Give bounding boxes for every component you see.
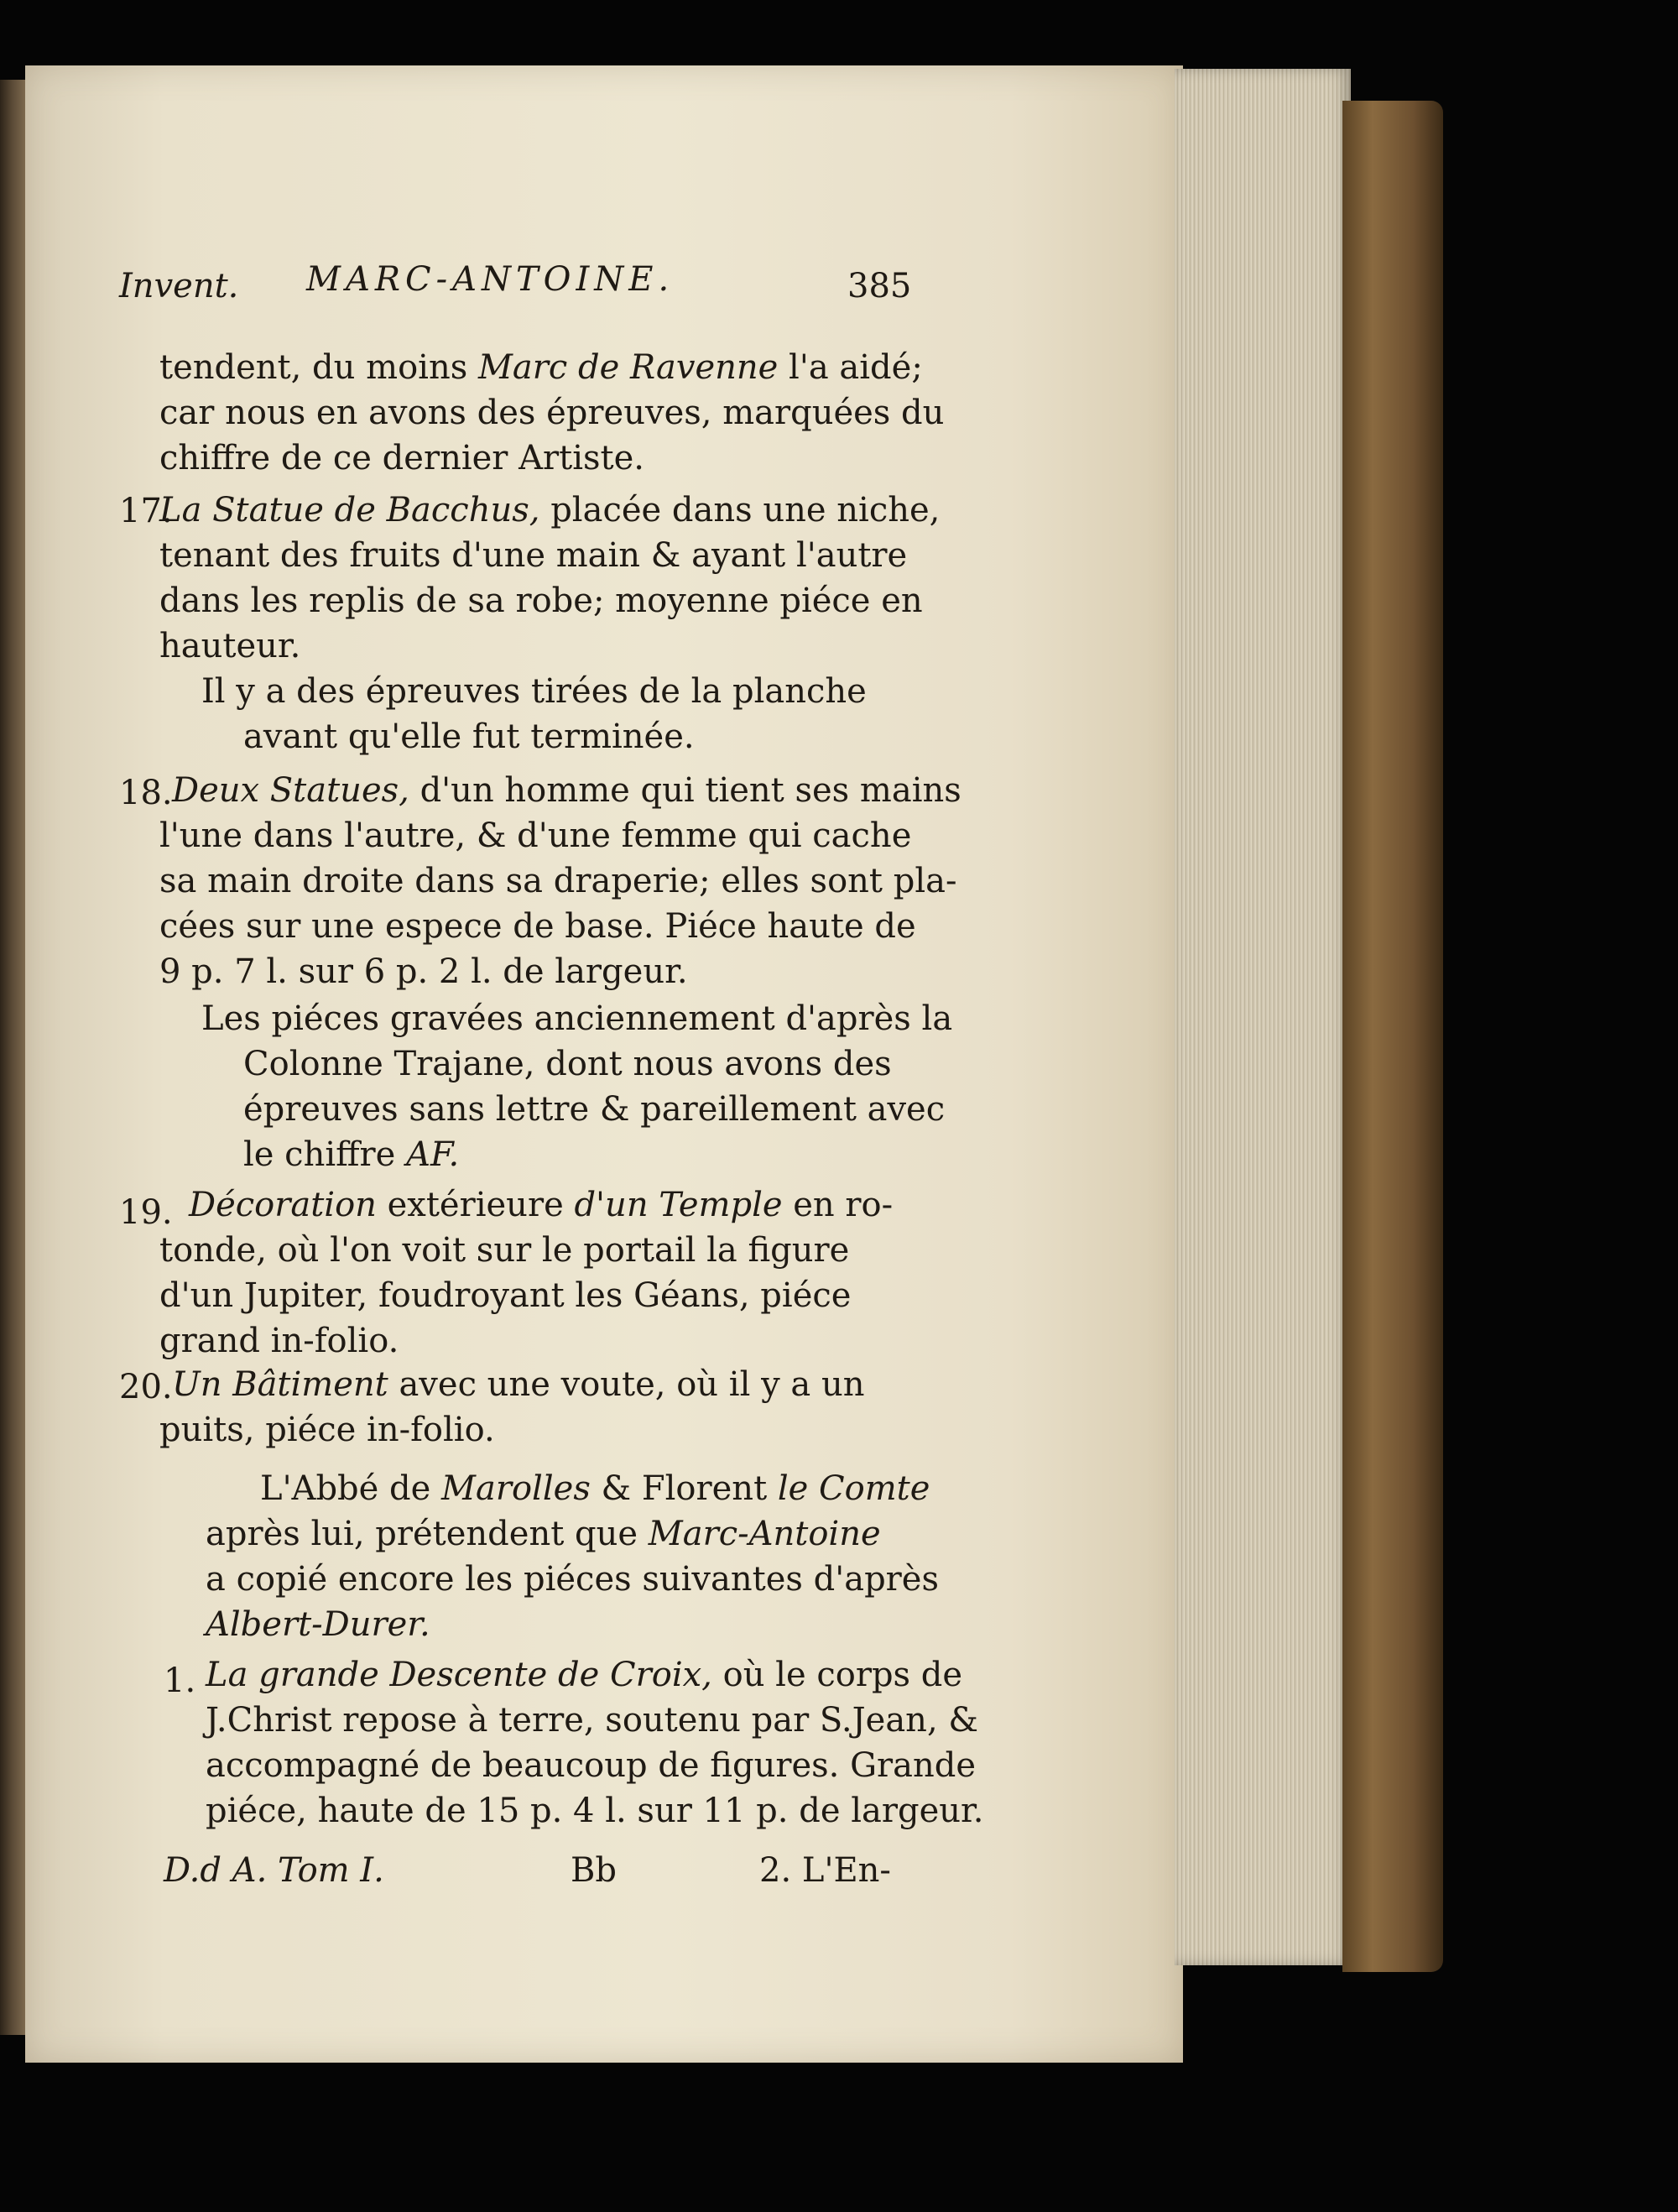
text-line: hauteur. xyxy=(159,627,301,665)
text-line: Les piéces gravées anciennement d'après la xyxy=(201,999,953,1038)
page-block-edge xyxy=(1175,69,1351,1965)
item-number: 19. xyxy=(119,1193,173,1232)
text-line: sa main droite dans sa draperie; elles sont pla- xyxy=(159,862,957,900)
text-line: a copié encore les piéces suivantes d'après xyxy=(206,1560,940,1599)
page-number: 385 xyxy=(847,267,912,305)
text-line: Albert-Durer. xyxy=(206,1605,430,1644)
catchword: 2. L'En- xyxy=(759,1851,891,1890)
header-left: Invent. xyxy=(119,267,239,305)
text-line: La grande Descente de Croix, où le corps de xyxy=(206,1656,963,1694)
text-line: Colonne Trajane, dont nous avons des xyxy=(243,1045,892,1083)
text-line: Un Bâtiment avec une voute, où il y a un xyxy=(172,1365,865,1404)
item-number: 1. xyxy=(164,1662,196,1700)
text-line: après lui, prétendent que Marc-Antoine xyxy=(206,1515,881,1553)
text-line: J.Christ repose à terre, soutenu par S.Jean, & xyxy=(206,1701,978,1740)
text-line: 9 p. 7 l. sur 6 p. 2 l. de largeur. xyxy=(159,952,688,991)
text-line: accompagné de beaucoup de figures. Grande xyxy=(206,1746,977,1785)
text-line: le chiffre AF. xyxy=(243,1135,460,1174)
text-line: cées sur une espece de base. Piéce haute de xyxy=(159,907,916,946)
item-number: 18. xyxy=(119,774,173,812)
text-line: Décoration extérieure d'un Temple en ro- xyxy=(189,1186,894,1224)
text-line: L'Abbé de Marolles & Florent le Comte xyxy=(260,1469,930,1508)
text-line: Il y a des épreuves tirées de la planche xyxy=(201,672,867,711)
monogram: AF. xyxy=(406,1135,460,1174)
text-line: l'une dans l'autre, & d'une femme qui cache xyxy=(159,816,912,855)
item-number: 20. xyxy=(119,1368,173,1406)
text-line: tonde, où l'on voit sur le portail la figure xyxy=(159,1231,850,1270)
text-line: car nous en avons des épreuves, marquées du xyxy=(159,394,945,432)
text-line: La Statue de Bacchus, placée dans une niche, xyxy=(159,491,941,530)
text-line: avant qu'elle fut terminée. xyxy=(243,717,695,756)
text-line: puits, piéce in-folio. xyxy=(159,1411,495,1449)
item-number: 17. xyxy=(119,492,173,530)
text-line: tendent, du moins Marc de Ravenne l'a aidé; xyxy=(159,348,923,387)
text-line: grand in-folio. xyxy=(159,1322,399,1360)
signature-mark: Bb xyxy=(571,1851,617,1890)
text-line: piéce, haute de 15 p. 4 l. sur 11 p. de largeur. xyxy=(206,1792,984,1830)
text-line: d'un Jupiter, foudroyant les Géans, piéce xyxy=(159,1276,852,1315)
text-line: chiffre de ce dernier Artiste. xyxy=(159,439,644,477)
text-line: Deux Statues, d'un homme qui tient ses mains xyxy=(172,771,961,810)
text-line: dans les replis de sa robe; moyenne piéce en xyxy=(159,582,923,620)
text-line: tenant des fruits d'une main & ayant l'autre xyxy=(159,536,908,575)
text-line: épreuves sans lettre & pareillement avec xyxy=(243,1090,946,1129)
book-cover-edge xyxy=(1342,101,1443,1972)
footer-volume: D.d A. Tom I. xyxy=(164,1851,384,1890)
running-title: MARC-ANTOINE. xyxy=(306,260,675,299)
